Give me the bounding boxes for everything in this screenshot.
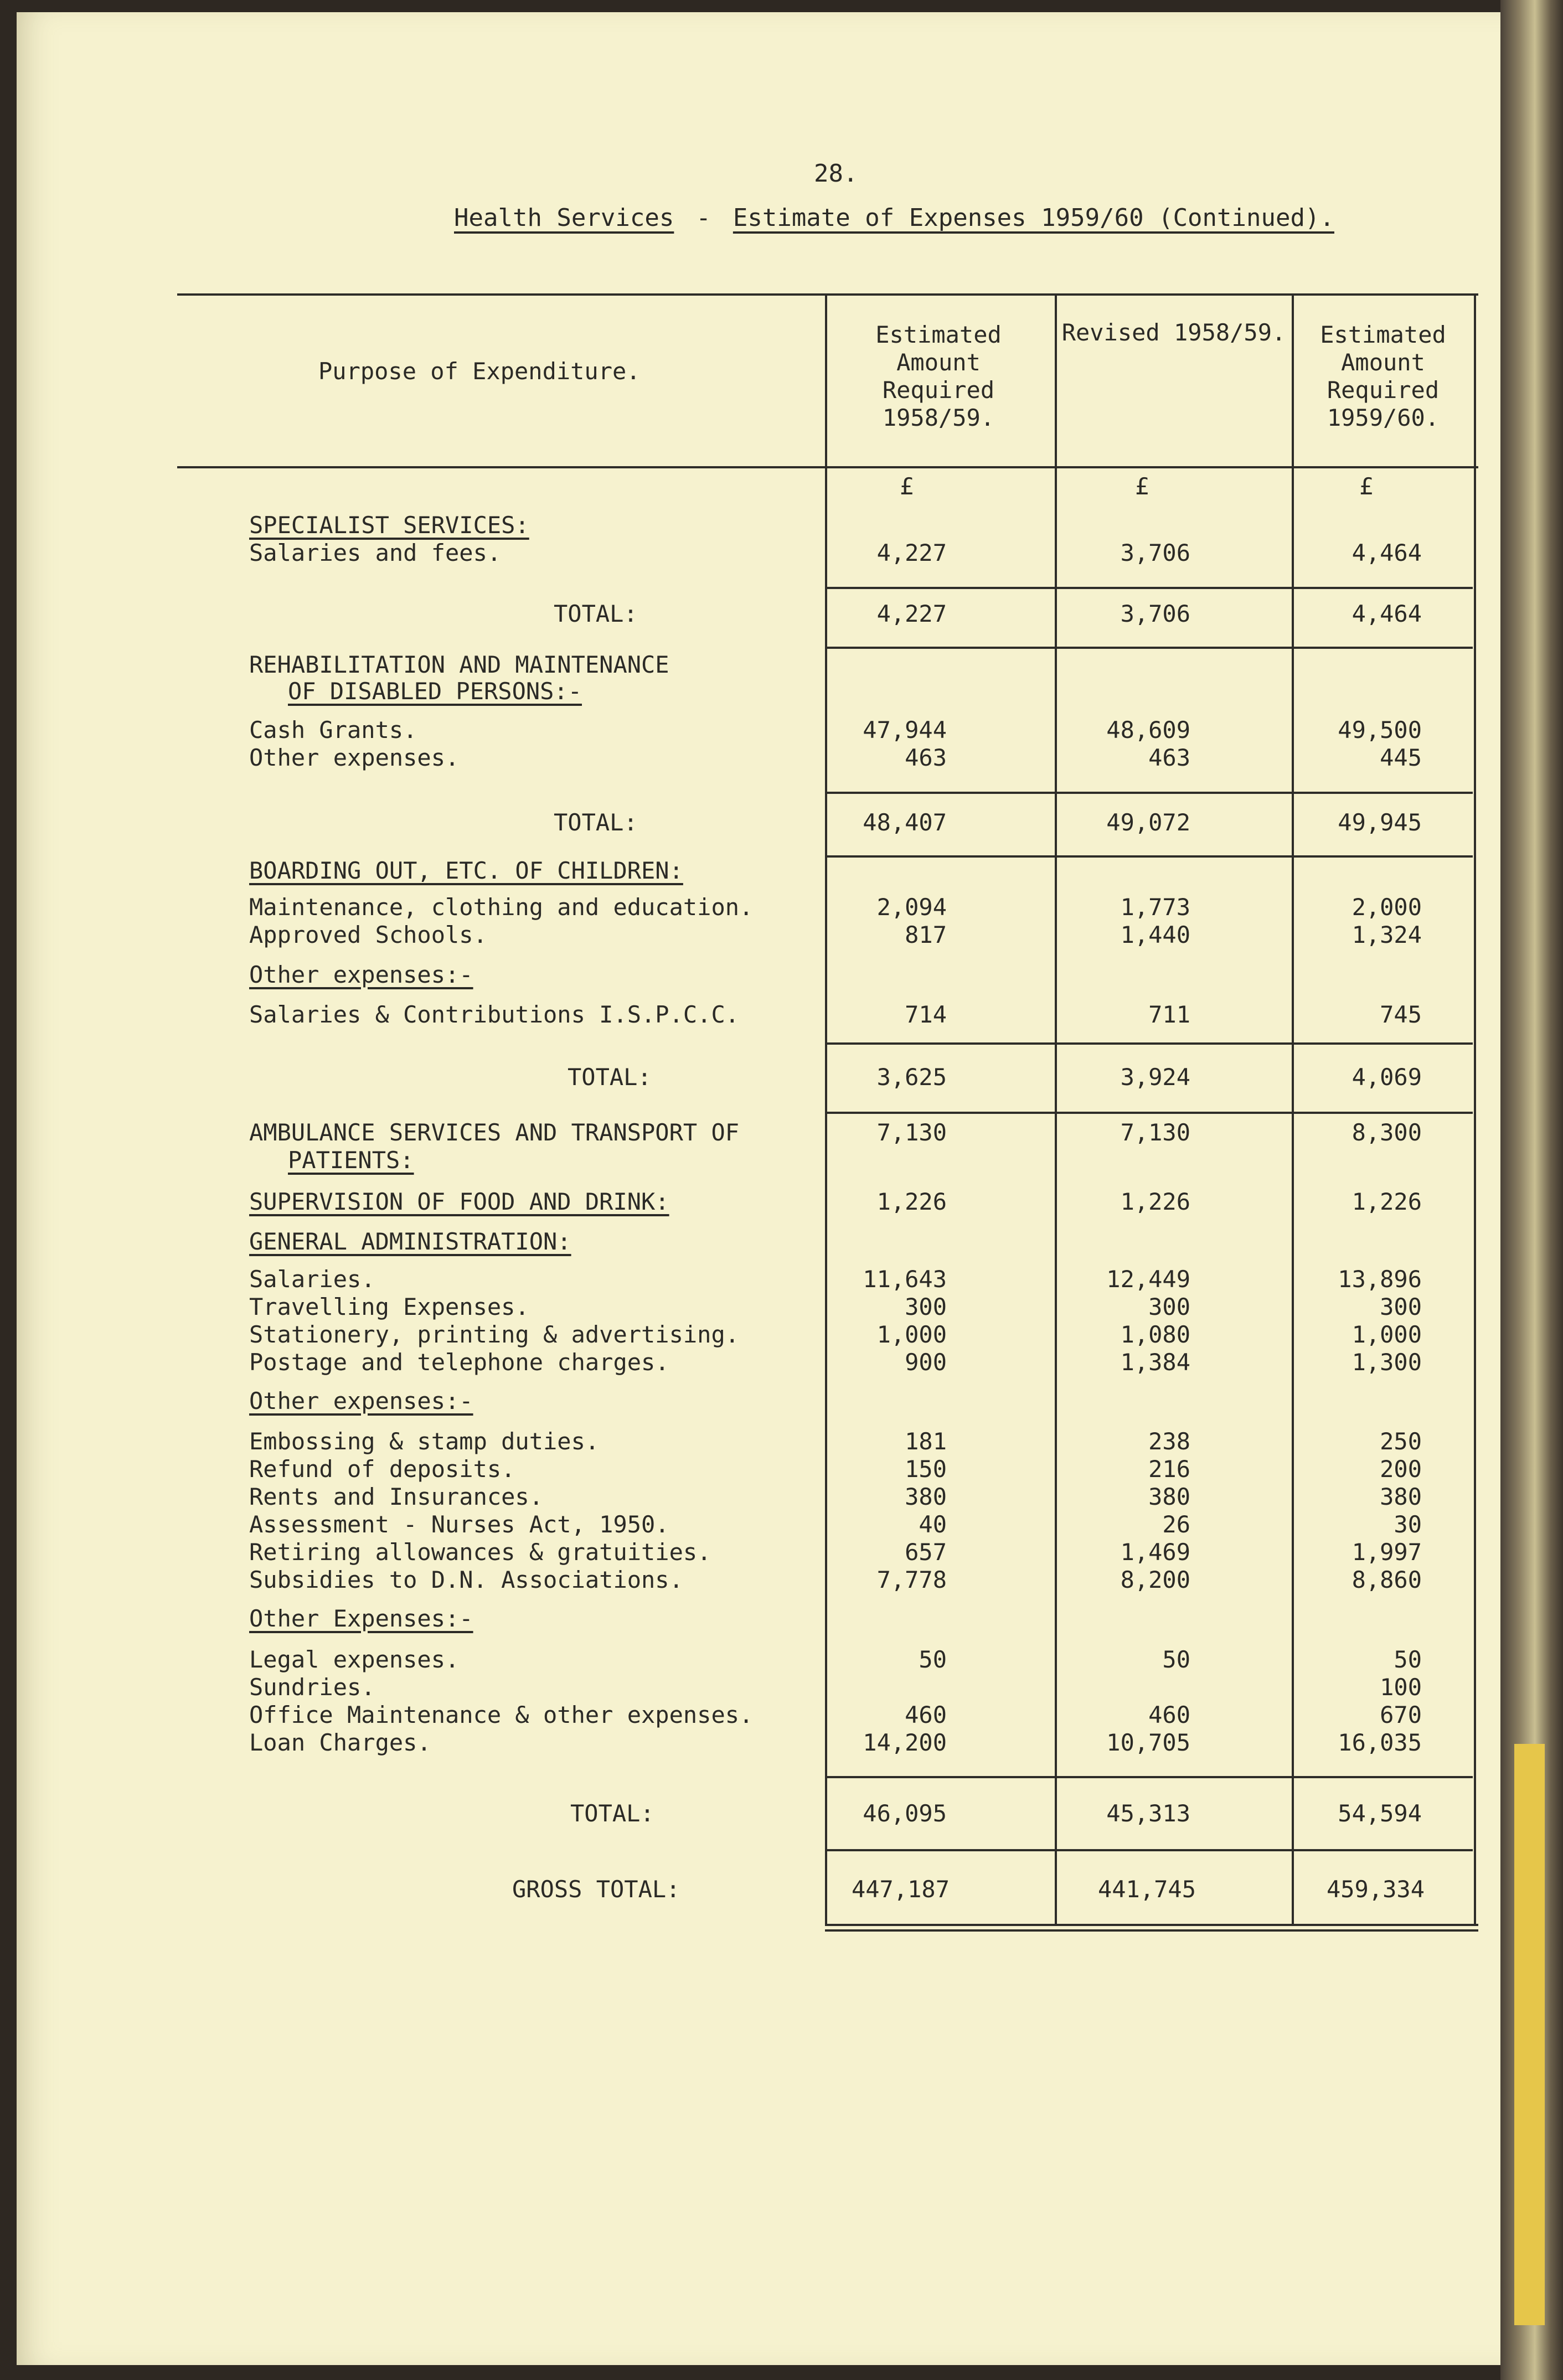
total-col1: 46,095 xyxy=(863,1800,947,1827)
page-number: 28. xyxy=(814,159,858,188)
cell-col1: 14,200 xyxy=(863,1729,947,1756)
currency-col2: £ xyxy=(1135,473,1149,500)
title-separator: - xyxy=(696,204,711,232)
cell-col1: 460 xyxy=(905,1701,947,1728)
page-edge-tab xyxy=(1514,1744,1545,2325)
row-label: Subsidies to D.N. Associations. xyxy=(249,1566,683,1593)
cell-col2: 711 xyxy=(1148,1001,1190,1028)
col1-line: 1958/59. xyxy=(882,404,995,431)
gross-total-col2: 441,745 xyxy=(1097,1876,1196,1903)
row-label: Embossing & stamp duties. xyxy=(249,1428,600,1455)
col3-line: Required xyxy=(1327,376,1440,404)
row-label-ambulance-line2: PATIENTS: xyxy=(288,1147,414,1174)
section-heading-general: GENERAL ADMINISTRATION: xyxy=(249,1228,571,1255)
section-heading-specialist: SPECIALIST SERVICES: xyxy=(249,512,529,539)
cell-col2: 1,469 xyxy=(1120,1539,1190,1566)
cell-col3: 2,000 xyxy=(1351,894,1422,921)
cell-col2: 8,200 xyxy=(1120,1566,1190,1593)
rule-col3 xyxy=(1292,293,1294,1925)
row-label: Loan Charges. xyxy=(249,1729,431,1756)
cell-col3: 380 xyxy=(1380,1483,1422,1510)
cell-col2: 26 xyxy=(1162,1511,1190,1538)
row-label: Travelling Expenses. xyxy=(249,1293,529,1320)
cell-col2: 12,449 xyxy=(1106,1266,1190,1293)
cell-col2: 48,609 xyxy=(1106,716,1190,744)
title-service: Health Services xyxy=(454,204,674,232)
col3-line: Estimated xyxy=(1320,321,1446,348)
col1-line: Estimated xyxy=(875,321,1002,348)
cell-col3: 13,896 xyxy=(1338,1266,1422,1293)
rule-total-specialist-bottom xyxy=(825,647,1473,649)
rule-total-boarding-bottom xyxy=(825,1112,1473,1114)
row-label: Rents and Insurances. xyxy=(249,1483,544,1510)
cell-col1: 11,643 xyxy=(863,1266,947,1293)
cell-col3: 300 xyxy=(1380,1293,1422,1320)
total-col2: 3,706 xyxy=(1120,600,1190,627)
total-label: TOTAL: xyxy=(568,1063,652,1091)
subheading-other-expenses: Other expenses:- xyxy=(249,1387,473,1414)
total-col3: 49,945 xyxy=(1338,809,1422,836)
cell-col1: 380 xyxy=(905,1483,947,1510)
subheading-other-expenses-2: Other Expenses:- xyxy=(249,1605,473,1632)
cell-col1: 181 xyxy=(905,1428,947,1455)
cell-col2: 1,773 xyxy=(1120,894,1190,921)
row-label: Office Maintenance & other expenses. xyxy=(249,1701,754,1728)
cell-col3: 8,300 xyxy=(1351,1119,1422,1146)
rule-bottom-2 xyxy=(825,1929,1478,1932)
rule-header xyxy=(177,466,1478,468)
row-label: Retiring allowances & gratuities. xyxy=(249,1539,711,1566)
cell-col3: 1,226 xyxy=(1351,1188,1422,1215)
cell-col1: 900 xyxy=(905,1349,947,1376)
rule-col1 xyxy=(825,293,827,1925)
rule-top xyxy=(177,293,1478,296)
col1-line: Amount xyxy=(896,349,981,376)
total-col3: 4,069 xyxy=(1351,1063,1422,1091)
currency-col3: £ xyxy=(1359,473,1374,500)
col3-line: Amount xyxy=(1341,349,1425,376)
cell-col1: 4,227 xyxy=(876,539,947,566)
cell-col2: 380 xyxy=(1148,1483,1190,1510)
cell-col3: 745 xyxy=(1380,1001,1422,1028)
cell-col2: 10,705 xyxy=(1106,1729,1190,1756)
rule-total-general-bottom xyxy=(825,1849,1473,1851)
section-heading-rehab-line1: REHABILITATION AND MAINTENANCE xyxy=(249,651,669,678)
row-label-ambulance: AMBULANCE SERVICES AND TRANSPORT OF xyxy=(249,1119,740,1146)
row-label: Sundries. xyxy=(249,1674,375,1701)
gross-total-col1: 447,187 xyxy=(851,1876,950,1903)
cell-col2: 460 xyxy=(1148,1701,1190,1728)
total-label: TOTAL: xyxy=(554,809,638,836)
subheading-other-expenses: Other expenses:- xyxy=(249,961,473,988)
gross-total-label: GROSS TOTAL: xyxy=(512,1876,680,1903)
total-label: TOTAL: xyxy=(570,1800,654,1827)
cell-col2: 50 xyxy=(1162,1646,1190,1673)
cell-col2: 216 xyxy=(1148,1455,1190,1483)
section-heading-boarding: BOARDING OUT, ETC. OF CHILDREN: xyxy=(249,857,683,884)
gross-total-col3: 459,334 xyxy=(1326,1876,1425,1903)
cell-col3: 250 xyxy=(1380,1428,1422,1455)
col-header-purpose: Purpose of Expenditure. xyxy=(318,358,641,385)
cell-col1: 817 xyxy=(905,921,947,948)
cell-col3: 100 xyxy=(1380,1674,1422,1701)
cell-col3: 4,464 xyxy=(1351,539,1422,566)
row-label: Salaries & Contributions I.S.P.C.C. xyxy=(249,1001,740,1028)
cell-col3: 1,324 xyxy=(1351,921,1422,948)
rule-total-specialist-top xyxy=(825,587,1473,589)
currency-col1: £ xyxy=(900,473,914,500)
total-col1: 4,227 xyxy=(876,600,947,627)
rule-total-general-top xyxy=(825,1776,1473,1778)
cell-col3: 1,300 xyxy=(1351,1349,1422,1376)
cell-col3: 30 xyxy=(1394,1511,1422,1538)
cell-col2: 1,384 xyxy=(1120,1349,1190,1376)
section-heading-rehab-line2: OF DISABLED PERSONS:- xyxy=(288,678,582,705)
cell-col3: 16,035 xyxy=(1338,1729,1422,1756)
row-label: Salaries and fees. xyxy=(249,539,502,566)
cell-col1: 300 xyxy=(905,1293,947,1320)
cell-col1: 47,944 xyxy=(863,716,947,744)
cell-col1: 657 xyxy=(905,1539,947,1566)
cell-col2: 1,226 xyxy=(1120,1188,1190,1215)
total-col2: 49,072 xyxy=(1106,809,1190,836)
row-label: Salaries. xyxy=(249,1266,375,1293)
rule-right xyxy=(1474,293,1476,1925)
cell-col2: 238 xyxy=(1148,1428,1190,1455)
cell-col1: 40 xyxy=(919,1511,947,1538)
col1-line: Required xyxy=(882,376,995,404)
cell-col3: 49,500 xyxy=(1338,716,1422,744)
row-label: Maintenance, clothing and education. xyxy=(249,894,754,921)
rule-total-boarding-top xyxy=(825,1042,1473,1045)
total-col1: 3,625 xyxy=(876,1063,947,1091)
cell-col2: 463 xyxy=(1148,744,1190,771)
col3-line: 1959/60. xyxy=(1327,404,1440,431)
total-col2: 45,313 xyxy=(1106,1800,1190,1827)
cell-col2: 7,130 xyxy=(1120,1119,1190,1146)
total-col2: 3,924 xyxy=(1120,1063,1190,1091)
rule-bottom-1 xyxy=(825,1924,1478,1926)
row-label: Stationery, printing & advertising. xyxy=(249,1321,740,1348)
total-col1: 48,407 xyxy=(863,809,947,836)
cell-col3: 8,860 xyxy=(1351,1566,1422,1593)
row-label: Approved Schools. xyxy=(249,921,487,948)
page-title xyxy=(454,204,1334,232)
cell-col2: 1,440 xyxy=(1120,921,1190,948)
title-rest: Estimate of Expenses 1959/60 (Continued). xyxy=(733,204,1334,232)
cell-col3: 445 xyxy=(1380,744,1422,771)
col-header-estimated-1958 xyxy=(830,321,1046,432)
rule-total-rehab-top xyxy=(825,792,1473,794)
cell-col2: 300 xyxy=(1148,1293,1190,1320)
cell-col1: 2,094 xyxy=(876,894,947,921)
row-label: Postage and telephone charges. xyxy=(249,1349,669,1376)
cell-col1: 463 xyxy=(905,744,947,771)
cell-col3: 200 xyxy=(1380,1455,1422,1483)
row-label: Assessment - Nurses Act, 1950. xyxy=(249,1511,669,1538)
rule-col2 xyxy=(1055,293,1057,1925)
cell-col2: 1,080 xyxy=(1120,1321,1190,1348)
cell-col1: 1,000 xyxy=(876,1321,947,1348)
col-header-revised-1958: Revised 1958/59. xyxy=(1061,319,1286,346)
document-page xyxy=(17,12,1512,2365)
cell-col1: 7,778 xyxy=(876,1566,947,1593)
row-label: Refund of deposits. xyxy=(249,1455,515,1483)
row-label: Legal expenses. xyxy=(249,1646,460,1673)
row-label: Cash Grants. xyxy=(249,716,417,744)
row-label-supervision: SUPERVISION OF FOOD AND DRINK: xyxy=(249,1188,669,1215)
cell-col1: 150 xyxy=(905,1455,947,1483)
cell-col3: 1,000 xyxy=(1351,1321,1422,1348)
cell-col3: 670 xyxy=(1380,1701,1422,1728)
cell-col1: 50 xyxy=(919,1646,947,1673)
cell-col3: 50 xyxy=(1394,1646,1422,1673)
cell-col1: 1,226 xyxy=(876,1188,947,1215)
col-header-estimated-1959 xyxy=(1294,321,1472,432)
total-label: TOTAL: xyxy=(554,600,638,627)
cell-col1: 714 xyxy=(905,1001,947,1028)
cell-col3: 1,997 xyxy=(1351,1539,1422,1566)
row-label: Other expenses. xyxy=(249,744,460,771)
total-col3: 4,464 xyxy=(1351,600,1422,627)
rule-total-rehab-bottom xyxy=(825,855,1473,858)
total-col3: 54,594 xyxy=(1338,1800,1422,1827)
cell-col1: 7,130 xyxy=(876,1119,947,1146)
cell-col2: 3,706 xyxy=(1120,539,1190,566)
